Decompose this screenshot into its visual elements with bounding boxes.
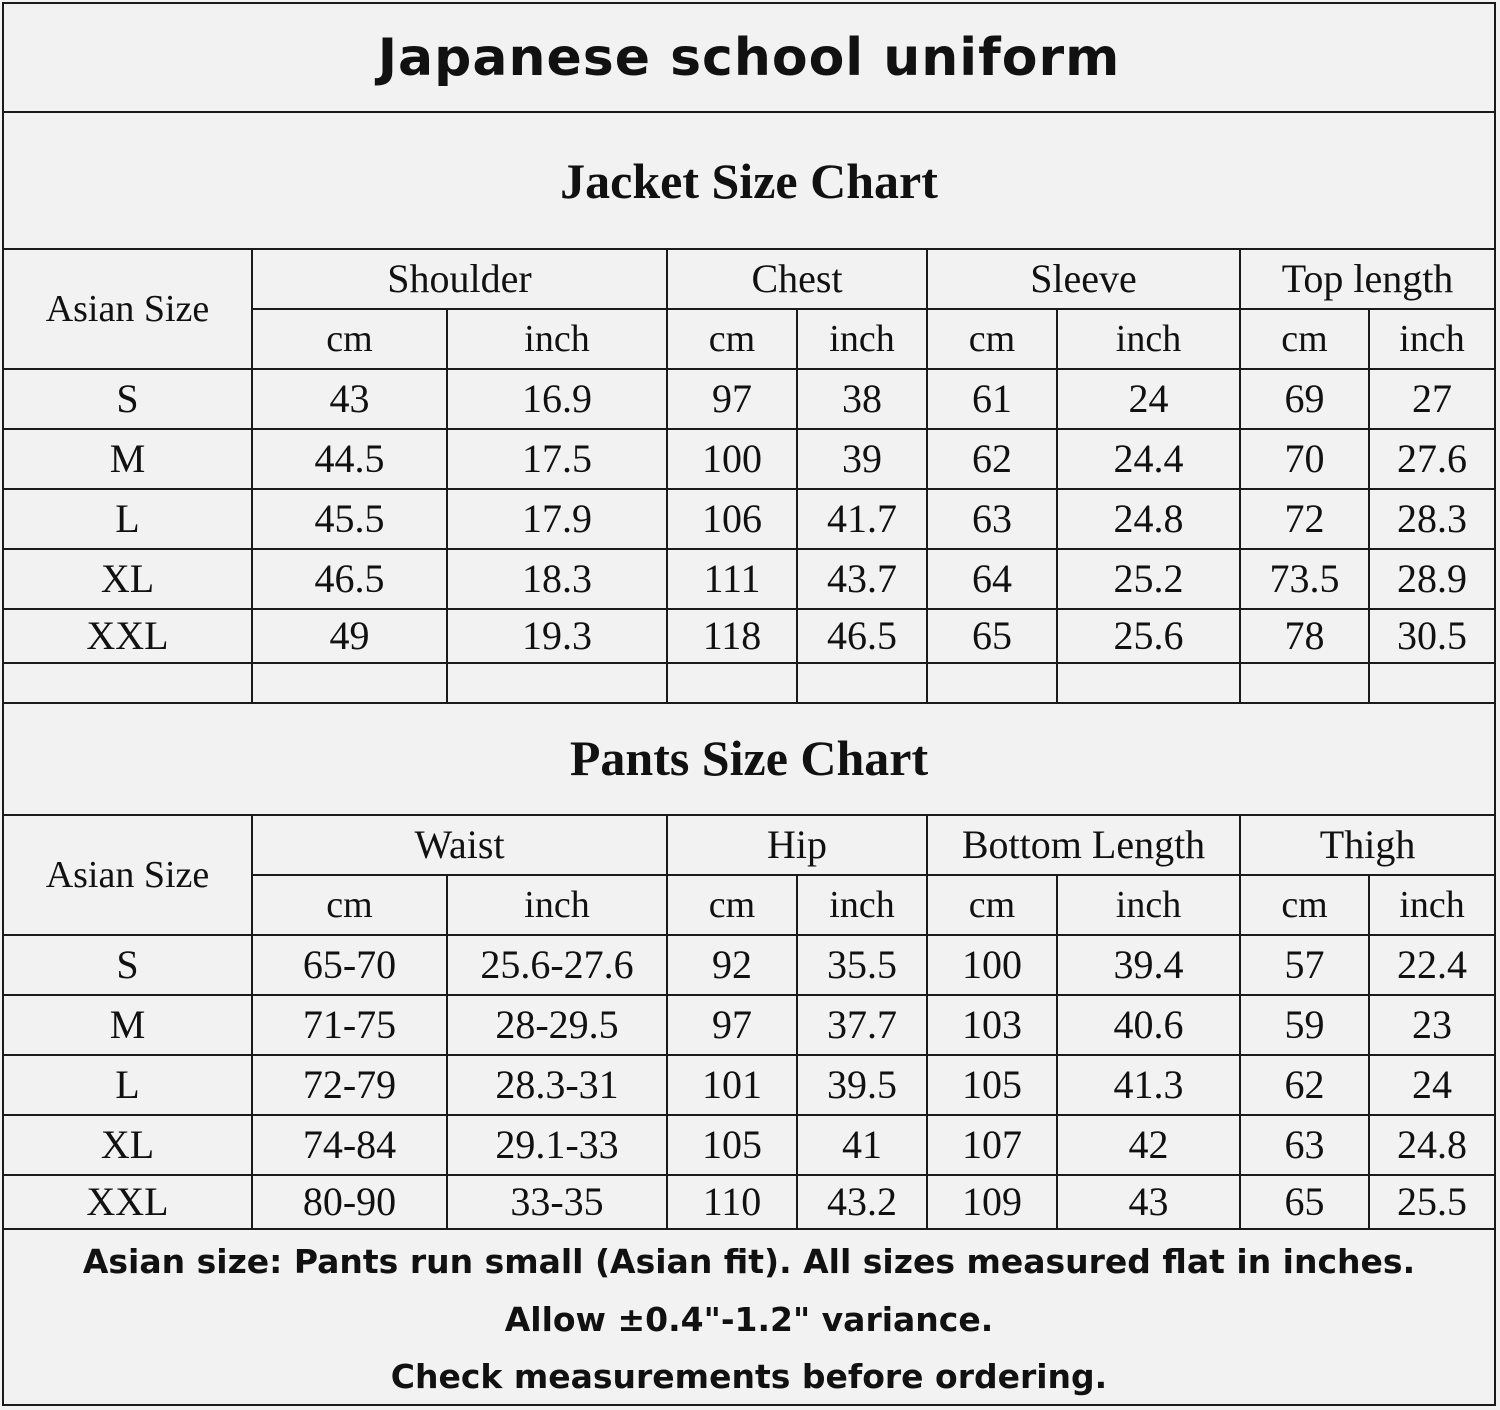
- table-cell: 43: [252, 369, 447, 429]
- table-cell: 17.9: [447, 489, 667, 549]
- pants-unit-header: cm: [1240, 875, 1369, 935]
- size-label: XL: [4, 549, 252, 609]
- pants-section-title: Pants Size Chart: [4, 702, 1494, 816]
- table-cell: 63: [927, 489, 1057, 549]
- footer-note-variance: Allow ±0.4"-1.2" variance.: [504, 1300, 994, 1339]
- pants-unit-header: inch: [447, 875, 667, 935]
- table-cell: 49: [252, 609, 447, 663]
- jacket-group-shoulder: Shoulder: [252, 249, 667, 309]
- table-cell: 107: [927, 1115, 1057, 1175]
- pants-unit-header: inch: [1369, 875, 1494, 935]
- table-cell: 59: [1240, 995, 1369, 1055]
- table-cell: 39.4: [1057, 935, 1240, 995]
- empty-cell: [1369, 663, 1494, 703]
- jacket-section-title: Jacket Size Chart: [4, 113, 1494, 250]
- table-cell: 74-84: [252, 1115, 447, 1175]
- size-label: M: [4, 995, 252, 1055]
- table-cell: 73.5: [1240, 549, 1369, 609]
- table-cell: 23: [1369, 995, 1494, 1055]
- table-cell: 43.2: [797, 1175, 927, 1229]
- table-cell: 63: [1240, 1115, 1369, 1175]
- table-cell: 64: [927, 549, 1057, 609]
- table-cell: 16.9: [447, 369, 667, 429]
- table-cell: 46.5: [797, 609, 927, 663]
- pants-group-bottom-length: Bottom Length: [927, 815, 1240, 875]
- size-label: L: [4, 1055, 252, 1115]
- table-cell: 39.5: [797, 1055, 927, 1115]
- table-cell: 65-70: [252, 935, 447, 995]
- table-cell: 44.5: [252, 429, 447, 489]
- table-row: [4, 549, 1494, 609]
- jacket-unit-header: inch: [797, 309, 927, 369]
- table-cell: 42: [1057, 1115, 1240, 1175]
- table-cell: 17.5: [447, 429, 667, 489]
- size-label: XXL: [4, 1175, 252, 1229]
- table-cell: 45.5: [252, 489, 447, 549]
- empty-cell: [1240, 663, 1369, 703]
- table-cell: 38: [797, 369, 927, 429]
- table-cell: 28.3-31: [447, 1055, 667, 1115]
- pants-unit-header: cm: [667, 875, 797, 935]
- pants-unit-header: inch: [1057, 875, 1240, 935]
- size-label: M: [4, 429, 252, 489]
- table-cell: 72: [1240, 489, 1369, 549]
- jacket-unit-header: cm: [927, 309, 1057, 369]
- table-cell: 71-75: [252, 995, 447, 1055]
- table-row: [4, 1175, 1494, 1229]
- table-cell: 62: [927, 429, 1057, 489]
- page-title: Japanese school uniform: [4, 4, 1494, 113]
- table-cell: 19.3: [447, 609, 667, 663]
- table-cell: 65: [1240, 1175, 1369, 1229]
- footer-notes: [4, 1228, 1494, 1404]
- pants-unit-header: cm: [252, 875, 447, 935]
- table-cell: 41: [797, 1115, 927, 1175]
- empty-cell: [4, 663, 252, 703]
- table-cell: 24.4: [1057, 429, 1240, 489]
- table-cell: 100: [927, 935, 1057, 995]
- table-cell: 25.6: [1057, 609, 1240, 663]
- table-cell: 41.7: [797, 489, 927, 549]
- table-row: [4, 429, 1494, 489]
- empty-cell: [252, 663, 447, 703]
- jacket-group-sleeve: Sleeve: [927, 249, 1240, 309]
- table-cell: 24: [1369, 1055, 1494, 1115]
- table-cell: 105: [667, 1115, 797, 1175]
- table-cell: 97: [667, 995, 797, 1055]
- table-row: [4, 1115, 1494, 1175]
- table-cell: 106: [667, 489, 797, 549]
- table-cell: 105: [927, 1055, 1057, 1115]
- table-row: [4, 1055, 1494, 1115]
- size-label: XXL: [4, 609, 252, 663]
- table-cell: 28-29.5: [447, 995, 667, 1055]
- table-cell: 37.7: [797, 995, 927, 1055]
- table-cell: 39: [797, 429, 927, 489]
- table-cell: 40.6: [1057, 995, 1240, 1055]
- table-cell: 69: [1240, 369, 1369, 429]
- size-label: S: [4, 935, 252, 995]
- jacket-group-top-length: Top length: [1240, 249, 1494, 309]
- footer-note-fit: Asian size: Pants run small (Asian fit). All sizes measured flat in inches.: [82, 1242, 1416, 1281]
- table-cell: 61: [927, 369, 1057, 429]
- table-cell: 24.8: [1057, 489, 1240, 549]
- table-cell: 101: [667, 1055, 797, 1115]
- table-cell: 109: [927, 1175, 1057, 1229]
- footer-note-check: Check measurements before ordering.: [390, 1357, 1108, 1396]
- table-cell: 78: [1240, 609, 1369, 663]
- table-cell: 110: [667, 1175, 797, 1229]
- pants-size-header: Asian Size: [4, 815, 252, 935]
- empty-row: [4, 663, 1494, 703]
- table-cell: 57: [1240, 935, 1369, 995]
- table-cell: 24: [1057, 369, 1240, 429]
- size-label: S: [4, 369, 252, 429]
- size-label: XL: [4, 1115, 252, 1175]
- table-cell: 25.5: [1369, 1175, 1494, 1229]
- table-row: [4, 489, 1494, 549]
- table-cell: 29.1-33: [447, 1115, 667, 1175]
- table-cell: 41.3: [1057, 1055, 1240, 1115]
- table-cell: 118: [667, 609, 797, 663]
- jacket-unit-header: inch: [1369, 309, 1494, 369]
- table-cell: 100: [667, 429, 797, 489]
- empty-cell: [1057, 663, 1240, 703]
- table-cell: 70: [1240, 429, 1369, 489]
- table-cell: 22.4: [1369, 935, 1494, 995]
- size-label: L: [4, 489, 252, 549]
- table-row: [4, 935, 1494, 995]
- jacket-unit-header: cm: [252, 309, 447, 369]
- empty-cell: [447, 663, 667, 703]
- table-cell: 43: [1057, 1175, 1240, 1229]
- table-cell: 24.8: [1369, 1115, 1494, 1175]
- pants-group-hip: Hip: [667, 815, 927, 875]
- jacket-unit-header: inch: [1057, 309, 1240, 369]
- jacket-unit-header: cm: [667, 309, 797, 369]
- table-cell: 43.7: [797, 549, 927, 609]
- jacket-group-chest: Chest: [667, 249, 927, 309]
- jacket-size-header: Asian Size: [4, 249, 252, 369]
- table-row: [4, 369, 1494, 429]
- table-cell: 27: [1369, 369, 1494, 429]
- table-row: [4, 995, 1494, 1055]
- empty-cell: [667, 663, 797, 703]
- pants-unit-header: cm: [927, 875, 1057, 935]
- table-cell: 28.3: [1369, 489, 1494, 549]
- table-cell: 92: [667, 935, 797, 995]
- table-row: [4, 609, 1494, 663]
- jacket-unit-header: inch: [447, 309, 667, 369]
- table-cell: 18.3: [447, 549, 667, 609]
- empty-cell: [927, 663, 1057, 703]
- table-cell: 27.6: [1369, 429, 1494, 489]
- table-cell: 80-90: [252, 1175, 447, 1229]
- table-cell: 72-79: [252, 1055, 447, 1115]
- size-chart-sheet: [2, 2, 1496, 1406]
- jacket-unit-header: cm: [1240, 309, 1369, 369]
- pants-group-thigh: Thigh: [1240, 815, 1494, 875]
- table-cell: 65: [927, 609, 1057, 663]
- table-cell: 25.6-27.6: [447, 935, 667, 995]
- empty-cell: [797, 663, 927, 703]
- table-cell: 25.2: [1057, 549, 1240, 609]
- table-cell: 46.5: [252, 549, 447, 609]
- table-cell: 111: [667, 549, 797, 609]
- table-cell: 35.5: [797, 935, 927, 995]
- table-cell: 30.5: [1369, 609, 1494, 663]
- table-cell: 62: [1240, 1055, 1369, 1115]
- pants-group-waist: Waist: [252, 815, 667, 875]
- table-cell: 103: [927, 995, 1057, 1055]
- table-cell: 33-35: [447, 1175, 667, 1229]
- table-cell: 28.9: [1369, 549, 1494, 609]
- pants-size-table: [4, 814, 1494, 1230]
- table-cell: 97: [667, 369, 797, 429]
- jacket-size-table: [4, 248, 1494, 704]
- pants-unit-header: inch: [797, 875, 927, 935]
